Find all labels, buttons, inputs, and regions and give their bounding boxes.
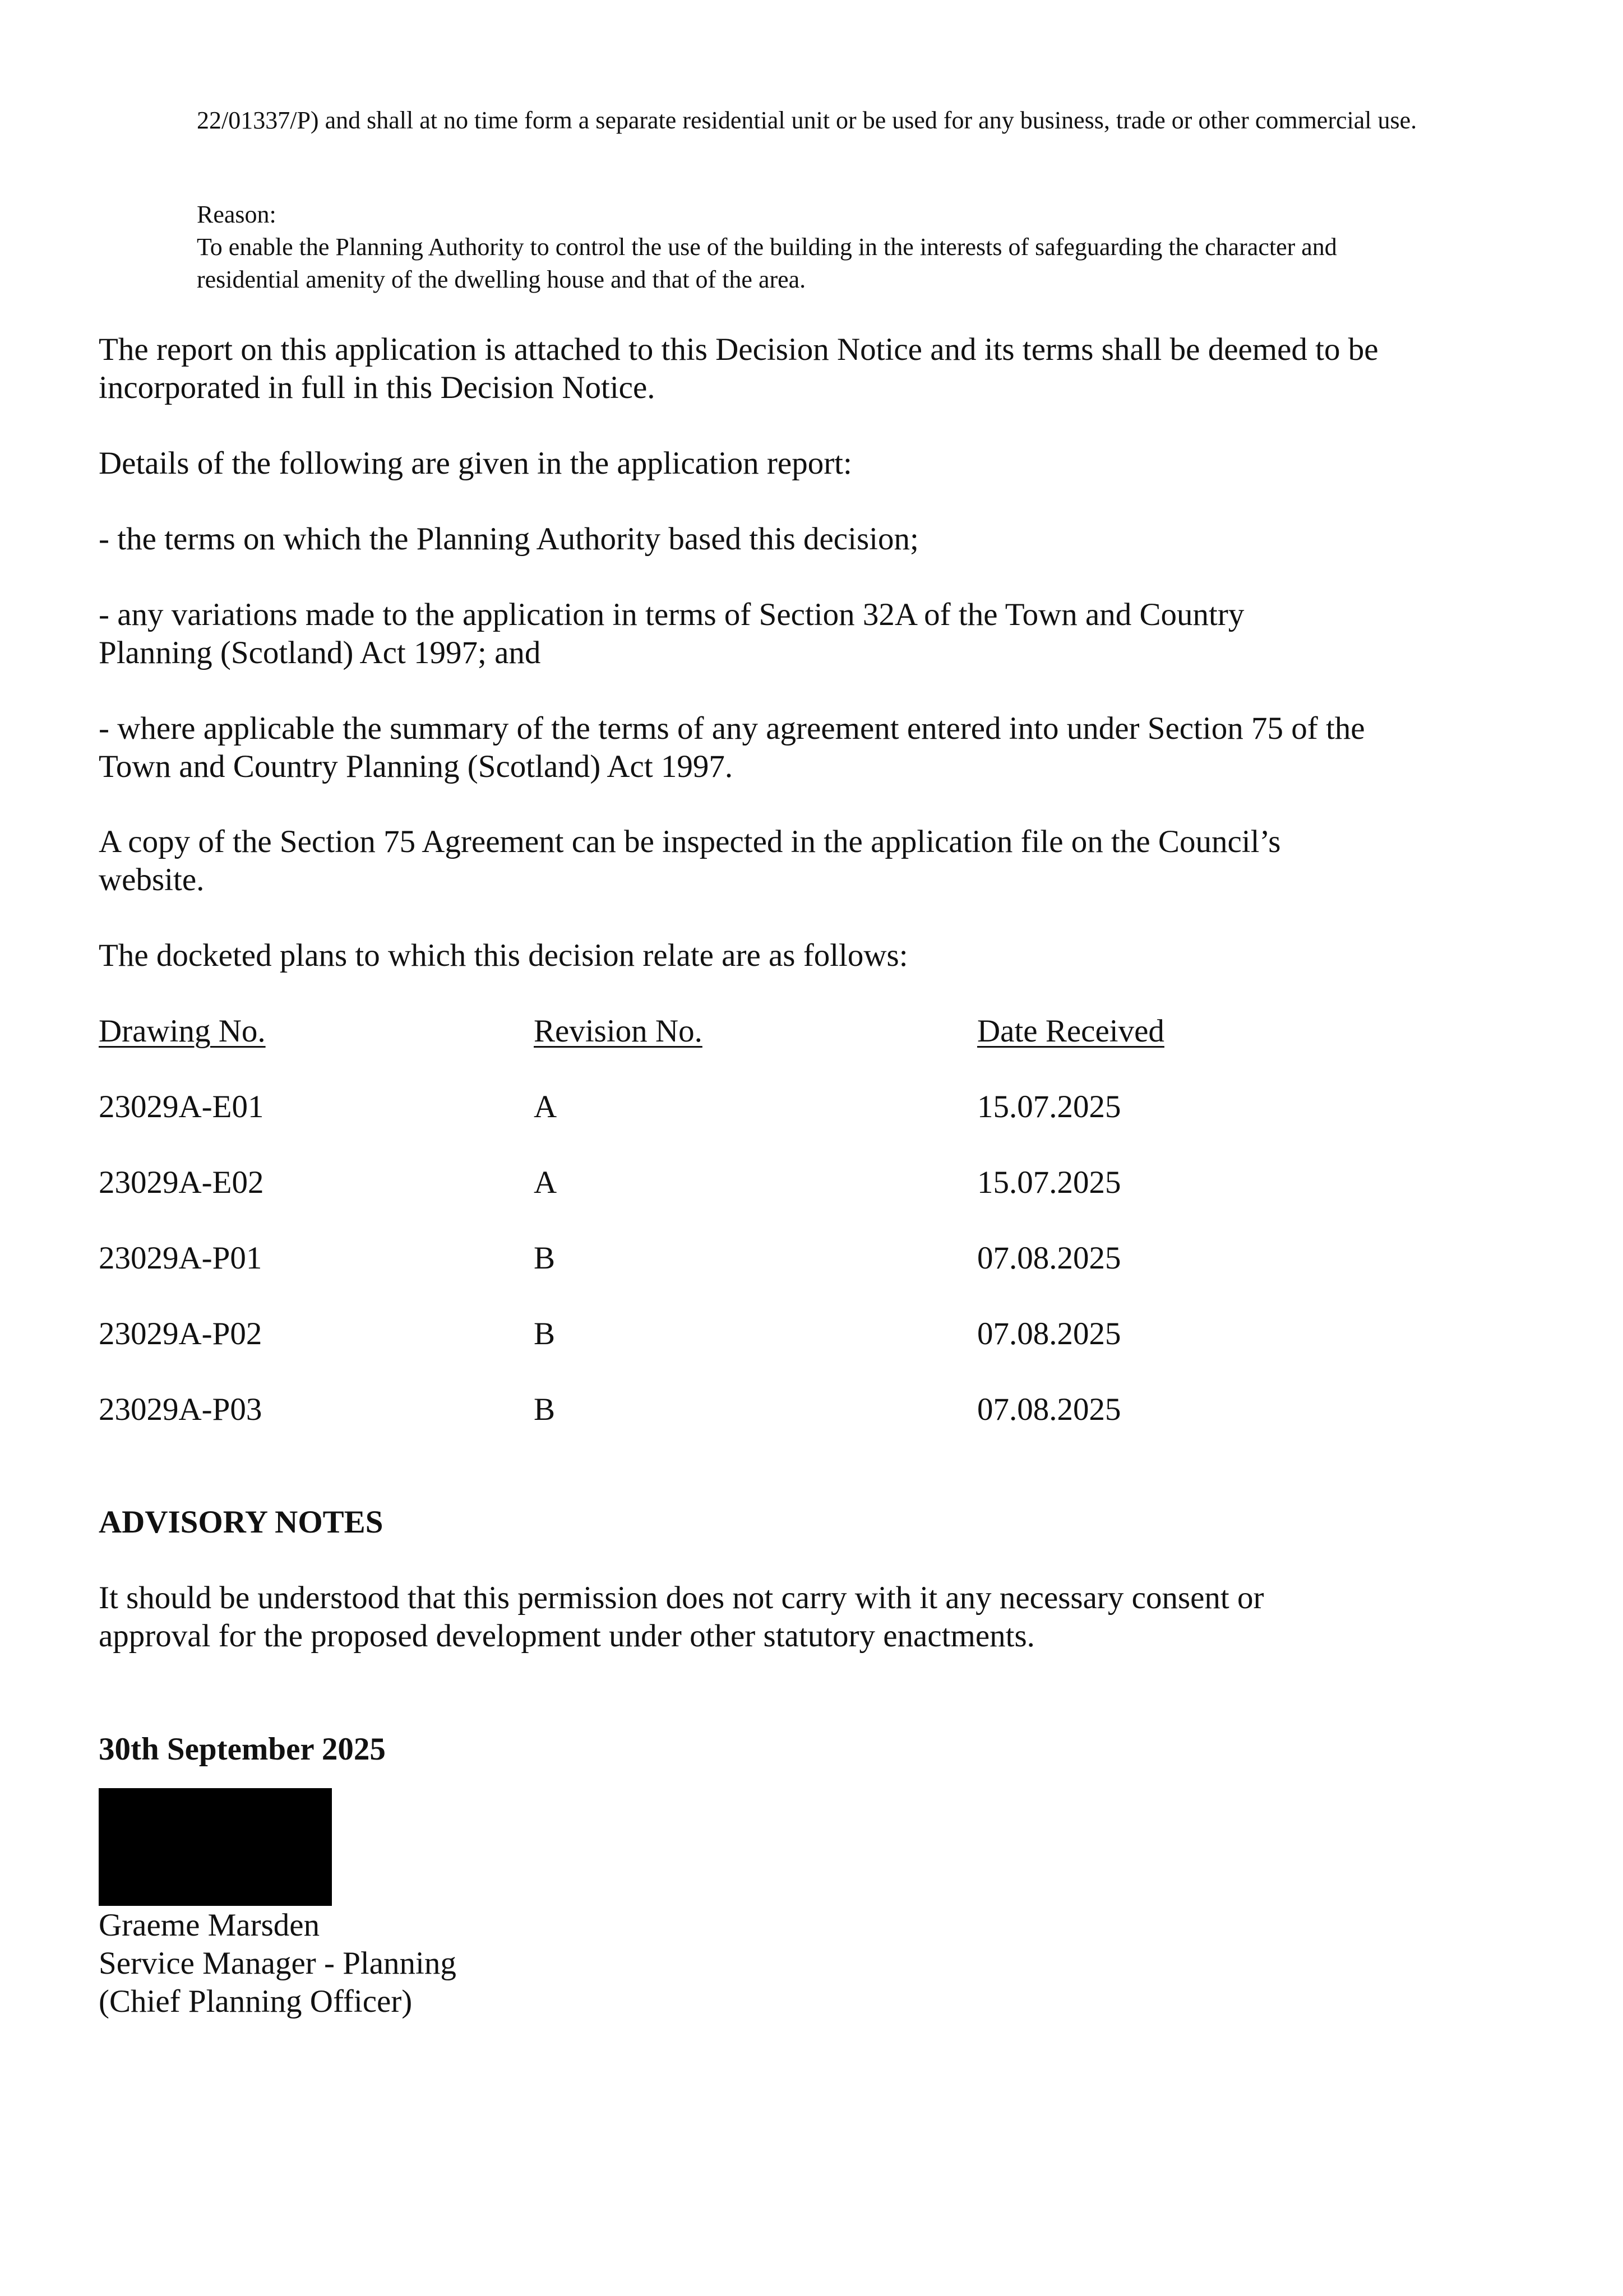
row-revision-no: B [534, 1240, 556, 1276]
details-intro-paragraph: Details of the following are given in the application report: [99, 446, 852, 481]
row-date-received: 07.08.2025 [977, 1240, 1121, 1276]
row-revision-no: A [534, 1165, 557, 1200]
decision-date: 30th September 2025 [99, 1732, 386, 1767]
row-drawing-no: 23029A-E02 [99, 1165, 264, 1200]
header-drawing-no: Drawing No. [99, 1013, 266, 1049]
reason-text: To enable the Planning Authority to control the use of the building in the interests of safeguarding the character and residential amenity of the dwelling house and that of the area. [197, 233, 1337, 293]
row-drawing-no: 23029A-P02 [99, 1316, 262, 1351]
row-date-received: 07.08.2025 [977, 1392, 1121, 1427]
row-drawing-no: 23029A-P01 [99, 1240, 262, 1276]
condition-text: 22/01337/P) and shall at no time form a separate residential unit or be used for any business, trade or other commercial use. [197, 107, 1417, 134]
redacted-signature [99, 1788, 332, 1906]
signatory-role: (Chief Planning Officer) [99, 1984, 413, 2019]
reason-label: Reason: [197, 201, 276, 228]
row-date-received: 07.08.2025 [977, 1316, 1121, 1351]
header-revision-no: Revision No. [534, 1013, 702, 1049]
bullet-variations: - any variations made to the application in terms of Section 32A of the Town and Country Planning (Scotland) Act 1997; and [99, 597, 1245, 670]
plans-intro-paragraph: The docketed plans to which this decision relate are as follows: [99, 938, 908, 973]
row-revision-no: A [534, 1089, 557, 1124]
bullet-terms: - the terms on which the Planning Authority based this decision; [99, 521, 919, 557]
signatory-title: Service Manager - Planning [99, 1946, 456, 1981]
row-drawing-no: 23029A-P03 [99, 1392, 262, 1427]
section75-copy-paragraph: A copy of the Section 75 Agreement can be inspected in the application file on the Council’s website. [99, 824, 1281, 897]
row-revision-no: B [534, 1316, 556, 1351]
advisory-text: It should be understood that this permission does not carry with it any necessary consent or approval for the proposed development under other statutory enactments. [99, 1580, 1264, 1654]
row-date-received: 15.07.2025 [977, 1165, 1121, 1200]
report-attached-paragraph: The report on this application is attached to this Decision Notice and its terms shall be deemed to be incorporated in full in this Decision Notice. [99, 332, 1379, 405]
advisory-heading: ADVISORY NOTES [99, 1505, 383, 1540]
row-date-received: 15.07.2025 [977, 1089, 1121, 1124]
header-date-received: Date Received [977, 1013, 1164, 1049]
signatory-name: Graeme Marsden [99, 1908, 320, 1943]
row-drawing-no: 23029A-E01 [99, 1089, 264, 1124]
row-revision-no: B [534, 1392, 556, 1427]
bullet-agreement: - where applicable the summary of the terms of any agreement entered into under Section 75 of the Town and Country Planning (Scotland) Act 1997. [99, 711, 1365, 784]
